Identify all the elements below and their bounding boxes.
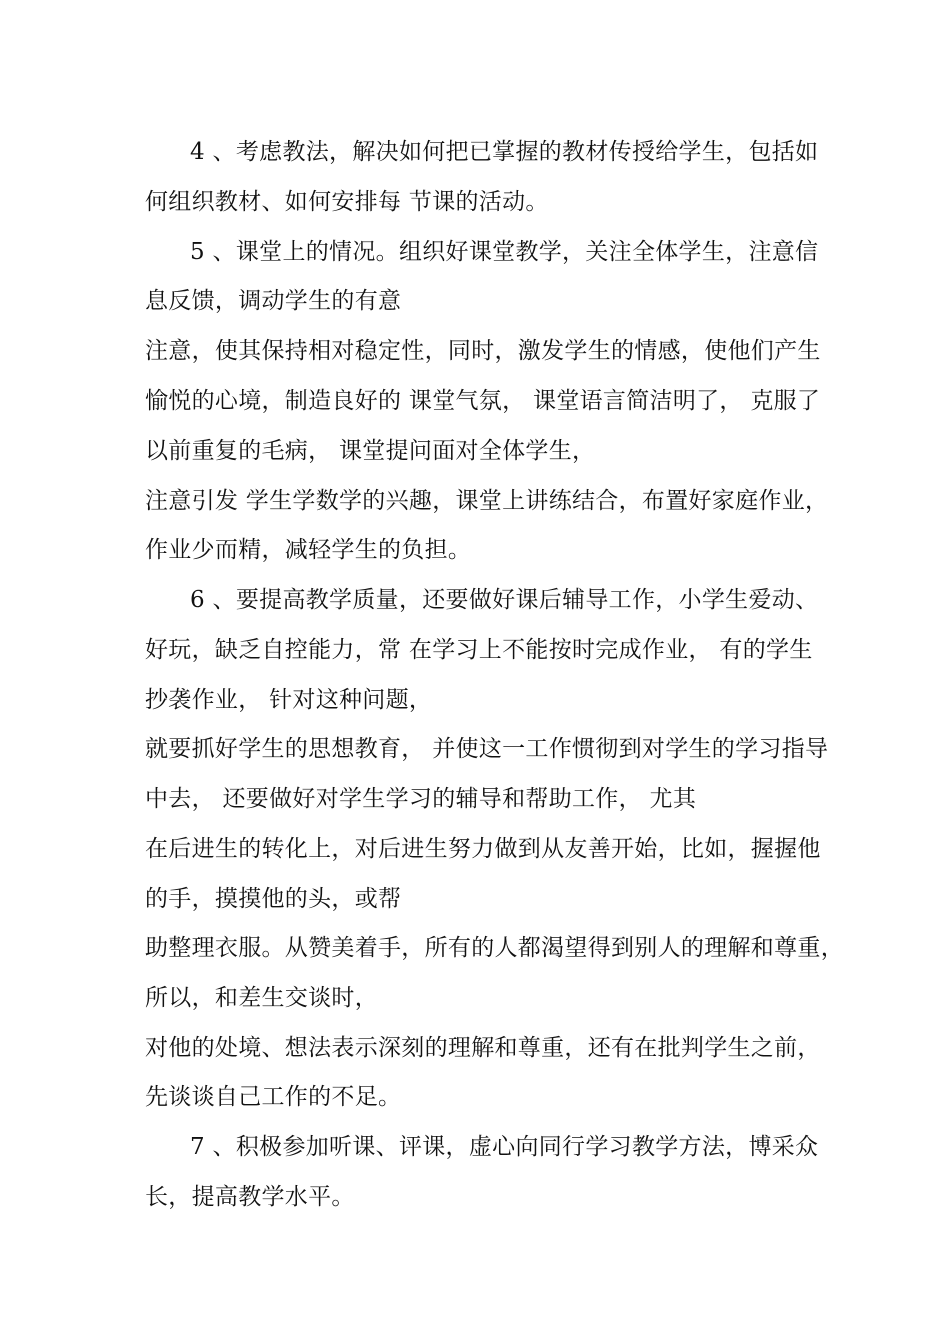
paragraph-5-line-5: 以前重复的毛病， 课堂提问面对全体学生， <box>145 438 596 464</box>
paragraph-6-line-2: 好玩，缺乏自控能力，常 在学习上不能按时完成作业， 有的学生 <box>145 637 813 663</box>
paragraph-5-line-4: 愉悦的心境，制造良好的 课堂气氛， 课堂语言简洁明了， 克服了 <box>145 388 821 414</box>
paragraph-7-line-2: 长，提高教学水平。 <box>145 1184 355 1210</box>
paragraph-7-line-1: 7 、积极参加听课、评课，虚心向同行学习教学方法，博采众 <box>190 1134 819 1160</box>
paragraph-6-line-5: 中去， 还要做好对学生学习的辅导和帮助工作， 尤其 <box>145 786 697 812</box>
paragraph-6-line-4: 就要抓好学生的思想教育， 并使这一工作惯彻到对学生的学习指导 <box>145 736 829 762</box>
paragraph-5-line-1: 5 、课堂上的情况。组织好课堂教学，关注全体学生，注意信 <box>190 239 819 265</box>
paragraph-6-line-6: 在后进生的转化上，对后进生努力做到从友善开始，比如，握握他 <box>145 836 821 862</box>
paragraph-6-line-1: 6 、要提高教学质量，还要做好课后辅导工作，小学生爱动、 <box>190 587 819 613</box>
paragraph-6-line-8: 助整理衣服。从赞美着手，所有的人都渴望得到别人的理解和尊重， <box>145 935 844 961</box>
paragraph-5-line-7: 作业少而精，减轻学生的负担。 <box>145 537 472 563</box>
paragraph-6-line-10: 对他的处境、想法表示深刻的理解和尊重，还有在批判学生之前， <box>145 1035 821 1061</box>
paragraph-6-line-9: 所以，和差生交谈时， <box>145 985 378 1011</box>
paragraph-6-line-11: 先谈谈自己工作的不足。 <box>145 1084 402 1110</box>
paragraph-4-line-1: 4 、考虑教法，解决如何把已掌握的教材传授给学生，包括如 <box>190 139 819 165</box>
paragraph-6-line-7: 的手，摸摸他的头，或帮 <box>145 886 402 912</box>
paragraph-5-line-6: 注意引发 学生学数学的兴趣，课堂上讲练结合，布置好家庭作业， <box>145 488 829 514</box>
paragraph-4-line-2: 何组织教材、如何安排每 节课的活动。 <box>145 189 549 215</box>
paragraph-5-line-3: 注意，使其保持相对稳定性，同时，激发学生的情感，使他们产生 <box>145 338 821 364</box>
paragraph-5-line-2: 息反馈，调动学生的有意 <box>145 288 402 314</box>
paragraph-6-line-3: 抄袭作业， 针对这种问题， <box>145 687 433 713</box>
